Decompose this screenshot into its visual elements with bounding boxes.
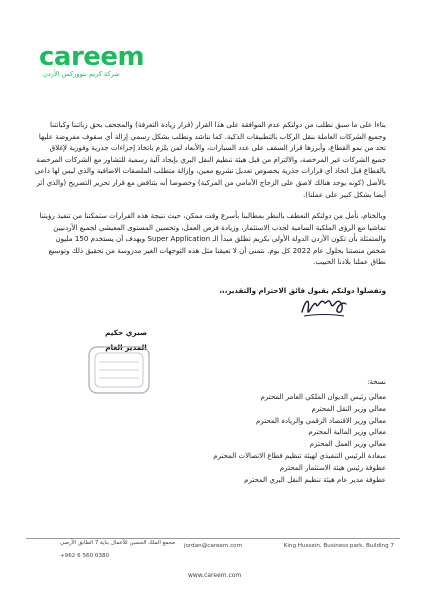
logo-subtitle: شركة كريم نتووركس الأردن — [43, 70, 120, 78]
cc-recipient-list — [136, 392, 386, 486]
logo-wordmark: careem — [39, 42, 145, 72]
careem-logo — [39, 44, 144, 79]
cc-recipient: معالي وزير المالية المحترم — [308, 428, 386, 437]
cc-recipient: عطوفة رئيس هيئة الاستثمار المحترم — [279, 463, 386, 472]
company-seal-stamp — [87, 345, 151, 395]
footer-address-arabic: مجمع الملك الحسين للأعمال بناية 7 الطابق الأرضي — [60, 540, 175, 546]
cc-recipient: معالي وزير النقل المحترم — [311, 404, 386, 413]
footer-address-english: King Hussein, Business park, Building 7 — [283, 543, 394, 549]
cc-recipient: معالي وزير الاقتصاد الرقمي والريادة المحترم — [256, 416, 386, 425]
cc-recipient: سعادة الرئيس التنفيذي لهيئة تنظيم قطاع الاتصالات المحترم — [213, 451, 386, 460]
footer-phone: +962 6 560 0380 — [60, 553, 110, 559]
letter-closing: وتفضلوا دولتكم بقبول فائق الاحترام والتقدير،،، — [219, 286, 386, 295]
footer-website: www.careem.com — [188, 572, 242, 579]
signer-title: المدير العام — [105, 343, 147, 352]
cc-recipient: معالي رئيس الديوان الملكي العامر المحترم — [260, 393, 386, 401]
handwritten-signature — [298, 292, 350, 326]
cc-label: نسخة: — [367, 378, 386, 386]
letter-paragraph-2: وبالختام، نأمل من دولتكم التعطف بالنظر بمطالبنا بأسرع وقت ممكن، حيث نتيجة هذه القرارات ستمكننا من تنفيذ رؤيتنا تماشيا مع الرؤى الملكية السامية لجذب الاستثمار، وزيادة فرص العمل، وتحسين المستوى المعيشي لجميع الأردنيين والمتمثلة بأن تكون الأردن الدولة الأولى بكريم تطلق مبدأ الـ Super Application ويهدف أن يستخدم 150 مليون شخص منصتنا بحلول عام 2022 كل يوم. نتمنى أن لا تعيقنا مثل هذه التوجهات الغير مدروسة من تحقيق ذلك وتوسيع نطاق عملنا بلادنا الحبيب. — [39, 211, 386, 267]
letter-paragraph-1: بناءا على ما سبق نطلب من دولتكم عدم الموافقة على هذا القرار (قرار زيادة التعرفة) والمجحف بحق زبائننا وكباتننا وجميع الشركات العاملة بنقل الركاب بالتطبيقات الذكية. كما نناشد ونطلب بشكل رسمي إزالة أي سقوف مفروضة عليها تحد من نمو القطاع، وأبرزها قرار السقف على عدد السيارات، والأبعاد لمن يلزم باتخاذ إجراءات جذرية وفورية لإغلاق جميع الشركات غير المرخصة، والالتزام من قبل هيئة تنظيم النقل البري بإيجاد آلية رسمية للتشاور مع الشركات المرخصة بالقطاع قبل اتخاذ أي قرارات جذرية بخصوص تعديل تشريع معين، وإزالة متطلب الملصقات الاضافية والذي ليس لها داعي بالأصل (كونه يوجد هنالك لاصق على الزجاج الأمامي من المركبة) وخصوصا أنه يتناقض مع قرار تحرير التصريح (والذي أثر أيضا بشكل كبير على عملنا). — [34, 120, 386, 199]
cc-recipient: عطوفة مدير عام هيئة تنظيم النقل البري المحترم — [244, 475, 386, 484]
footer-divider — [26, 538, 400, 539]
cc-recipient: معالي وزير العمل المحترم — [309, 440, 386, 449]
signer-name: صبري حكيم — [105, 328, 147, 337]
footer-email: jordan@careem.com — [184, 543, 243, 549]
